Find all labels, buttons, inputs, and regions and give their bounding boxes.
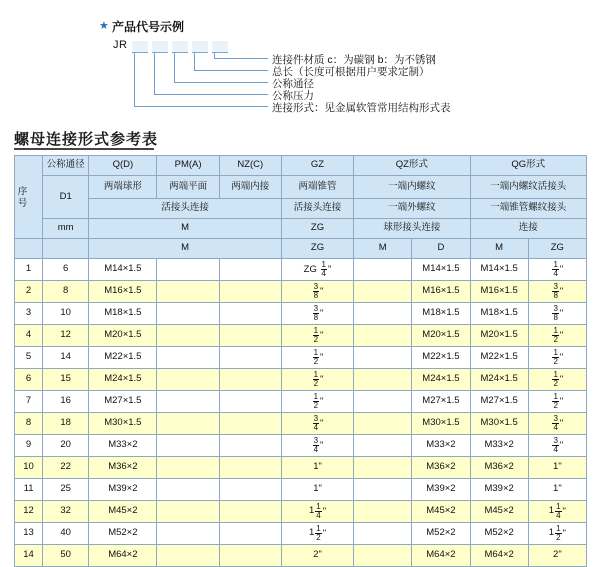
leader-line-h-1: [134, 106, 268, 107]
cell-qg-zg: $\frac{1}{2}$ ": [528, 325, 586, 347]
cell-nz: [219, 391, 281, 413]
header-dn-unit: mm: [43, 219, 89, 239]
cell-seq: 9: [15, 435, 43, 457]
header-group-desc-qg: 一端内螺纹活接头: [470, 176, 586, 199]
cell-q: M39×2: [89, 479, 157, 501]
cell-qg-zg: $\frac{1}{2}$ ": [528, 369, 586, 391]
table-row: [15, 259, 587, 281]
page-title: 螺母连接形式参考表: [14, 131, 159, 148]
cell-pm: [157, 457, 219, 479]
cell-qg-zg: $\frac{3}{4}$ ": [528, 413, 586, 435]
header-group-sub-q: 活接头连接: [89, 199, 282, 219]
cell-dn: 20: [43, 435, 89, 457]
cell-q: M52×2: [89, 523, 157, 545]
cell-qg-m: M52×2: [470, 523, 528, 545]
cell-qz-d: M64×2: [412, 545, 470, 567]
cell-gz: 1": [281, 457, 353, 479]
cell-q: M45×2: [89, 501, 157, 523]
cell-dn: 14: [43, 347, 89, 369]
header-group-desc-q: 两端球形: [89, 176, 157, 199]
cell-qz-m: [354, 325, 412, 347]
cell-qz-d: M20×1.5: [412, 325, 470, 347]
cell-qg-m: M22×1.5: [470, 347, 528, 369]
cell-nz: [219, 479, 281, 501]
cell-qg-zg: $\frac{3}{4}$ ": [528, 435, 586, 457]
cell-seq: 4: [15, 325, 43, 347]
cell-qz-m: [354, 479, 412, 501]
cell-qg-m: M64×2: [470, 545, 528, 567]
cell-qg-zg: $\frac{1}{2}$ ": [528, 391, 586, 413]
cell-q: M30×1.5: [89, 413, 157, 435]
leader-line-drop-1: [134, 52, 135, 106]
cell-gz: ZG $\frac{1}{4}$ ": [281, 259, 353, 281]
cell-gz: $\frac{1}{2}$ ": [281, 391, 353, 413]
cell-gz: $\frac{3}{4}$ ": [281, 413, 353, 435]
header-unit-zg-2: ZG: [281, 239, 353, 259]
cell-dn: 32: [43, 501, 89, 523]
nut-connection-table-wrapper: [14, 155, 587, 567]
cell-seq: 3: [15, 303, 43, 325]
cell-gz: $\frac{1}{2}$ ": [281, 369, 353, 391]
cell-qz-d: M45×2: [412, 501, 470, 523]
header-group-desc-gz: 两端锥管: [281, 176, 353, 199]
header-unit-qz-d: D: [412, 239, 470, 259]
header-group-sub-gz: 活接头连接: [281, 199, 353, 219]
callout-total-length: 总长（长度可根据用户要求定制）: [272, 66, 430, 78]
cell-seq: 2: [15, 281, 43, 303]
cell-gz: $\frac{3}{8}$ ": [281, 281, 353, 303]
cell-qz-m: [354, 391, 412, 413]
header-unit-m-2: M: [89, 239, 282, 259]
product-code-legend: [0, 0, 600, 125]
code-prefix-label: JR: [113, 39, 128, 51]
cell-qg-m: M30×1.5: [470, 413, 528, 435]
header-group-desc2-qz: 一端外螺纹: [354, 199, 470, 219]
cell-pm: [157, 479, 219, 501]
cell-dn: 25: [43, 479, 89, 501]
cell-dn: 40: [43, 523, 89, 545]
cell-pm: [157, 523, 219, 545]
cell-seq: 14: [15, 545, 43, 567]
cell-pm: [157, 369, 219, 391]
cell-qg-zg: $\frac{1}{2}$ ": [528, 347, 586, 369]
cell-seq: 6: [15, 369, 43, 391]
cell-q: M14×1.5: [89, 259, 157, 281]
cell-qz-m: [354, 413, 412, 435]
cell-nz: [219, 501, 281, 523]
cell-nz: [219, 281, 281, 303]
table-row: [15, 479, 587, 501]
cell-qz-m: [354, 523, 412, 545]
cell-dn: 8: [43, 281, 89, 303]
header-unit-zg: ZG: [281, 219, 353, 239]
cell-qz-m: [354, 545, 412, 567]
table-header-row-sub: [15, 199, 587, 219]
leader-line-drop-4: [194, 52, 195, 70]
cell-qg-zg: 1 $\frac{1}{2}$ ": [528, 523, 586, 545]
cell-dn: 50: [43, 545, 89, 567]
cell-qz-d: M14×1.5: [412, 259, 470, 281]
cell-nz: [219, 457, 281, 479]
cell-qg-m: M36×2: [470, 457, 528, 479]
cell-qz-d: M39×2: [412, 479, 470, 501]
cell-qg-m: M24×1.5: [470, 369, 528, 391]
cell-pm: [157, 259, 219, 281]
cell-qg-zg: $\frac{1}{4}$ ": [528, 259, 586, 281]
leader-line-drop-2: [154, 52, 155, 94]
table-row: [15, 391, 587, 413]
cell-gz: $\frac{1}{2}$ ": [281, 325, 353, 347]
table-row: [15, 281, 587, 303]
cell-q: M27×1.5: [89, 391, 157, 413]
header-group-code-gz: GZ: [281, 156, 353, 176]
cell-pm: [157, 501, 219, 523]
table-header-row-code: [15, 156, 587, 176]
cell-qz-m: [354, 435, 412, 457]
table-row: [15, 413, 587, 435]
table-row: [15, 545, 587, 567]
table-body: [15, 259, 587, 567]
table-header-row-desc: [15, 176, 587, 199]
cell-q: M64×2: [89, 545, 157, 567]
cell-gz: 1": [281, 479, 353, 501]
cell-seq: 1: [15, 259, 43, 281]
leader-line-h-2: [154, 94, 268, 95]
legend-title: 产品代号示例: [112, 20, 185, 34]
cell-seq: 7: [15, 391, 43, 413]
cell-pm: [157, 435, 219, 457]
header-group-code-qg: QG形式: [470, 156, 586, 176]
header-unit-qz-m: M: [354, 239, 412, 259]
cell-qg-zg: 2": [528, 545, 586, 567]
cell-seq: 8: [15, 413, 43, 435]
cell-qz-d: M36×2: [412, 457, 470, 479]
cell-qz-d: M16×1.5: [412, 281, 470, 303]
cell-pm: [157, 413, 219, 435]
cell-pm: [157, 391, 219, 413]
cell-dn: 6: [43, 259, 89, 281]
cell-gz: $\frac{1}{2}$ ": [281, 347, 353, 369]
cell-qz-d: M30×1.5: [412, 413, 470, 435]
leader-line-h-4: [194, 70, 268, 71]
cell-pm: [157, 347, 219, 369]
header-unit-qg-zg: ZG: [528, 239, 586, 259]
header-group-code-qz: QZ形式: [354, 156, 470, 176]
cell-dn: 18: [43, 413, 89, 435]
cell-q: M16×1.5: [89, 281, 157, 303]
table-row: [15, 303, 587, 325]
header-group-desc-pm: 两端平面: [157, 176, 219, 199]
cell-qg-m: M16×1.5: [470, 281, 528, 303]
cell-qz-m: [354, 347, 412, 369]
header-group-sub-qg: 连接: [470, 219, 586, 239]
callout-nominal-pressure: 公称压力: [272, 90, 314, 102]
header-group-sub-qz: 球形接头连接: [354, 219, 470, 239]
cell-seq: 11: [15, 479, 43, 501]
callout-material: 连接件材质 c：为碳钢 b：为不锈钢: [272, 54, 436, 66]
cell-gz: 2": [281, 545, 353, 567]
table-row: [15, 325, 587, 347]
table-row: [15, 523, 587, 545]
cell-dn: 16: [43, 391, 89, 413]
cell-qz-d: M33×2: [412, 435, 470, 457]
nut-connection-table: [14, 155, 587, 567]
cell-nz: [219, 325, 281, 347]
cell-qz-m: [354, 259, 412, 281]
cell-qz-d: M52×2: [412, 523, 470, 545]
cell-qz-m: [354, 369, 412, 391]
cell-qg-m: M18×1.5: [470, 303, 528, 325]
cell-qg-m: M20×1.5: [470, 325, 528, 347]
cell-qg-m: M39×2: [470, 479, 528, 501]
table-row: [15, 501, 587, 523]
header-unit-m: M: [89, 219, 282, 239]
cell-dn: 10: [43, 303, 89, 325]
cell-q: M24×1.5: [89, 369, 157, 391]
cell-qz-d: M24×1.5: [412, 369, 470, 391]
cell-gz: $\frac{3}{8}$ ": [281, 303, 353, 325]
cell-qg-zg: 1": [528, 479, 586, 501]
leader-line-drop-3: [174, 52, 175, 82]
cell-qg-m: M33×2: [470, 435, 528, 457]
cell-nz: [219, 259, 281, 281]
header-dn-d1: D1: [43, 176, 89, 219]
cell-qz-m: [354, 303, 412, 325]
header-group-desc-nz: 两端内接: [219, 176, 281, 199]
cell-qg-m: M45×2: [470, 501, 528, 523]
cell-seq: 5: [15, 347, 43, 369]
header-group-code-q: Q(D): [89, 156, 157, 176]
cell-gz: 1 $\frac{1}{2}$ ": [281, 523, 353, 545]
table-row: [15, 435, 587, 457]
leader-line-h-5: [214, 58, 268, 59]
header-seq: 序号: [15, 156, 43, 239]
header-group-code-nz: NZ(C): [219, 156, 281, 176]
cell-q: M22×1.5: [89, 347, 157, 369]
cell-pm: [157, 325, 219, 347]
cell-qg-zg: $\frac{3}{8}$ ": [528, 281, 586, 303]
header-group-desc2-qg: 一端锥管螺纹接头: [470, 199, 586, 219]
cell-qg-m: M14×1.5: [470, 259, 528, 281]
table-header-row-unit: [15, 219, 587, 239]
cell-q: M20×1.5: [89, 325, 157, 347]
cell-qg-zg: $\frac{3}{8}$ ": [528, 303, 586, 325]
cell-seq: 12: [15, 501, 43, 523]
cell-pm: [157, 303, 219, 325]
cell-qg-m: M27×1.5: [470, 391, 528, 413]
callout-connection-form: 连接形式：见金属软管常用结构形式表: [272, 102, 451, 114]
cell-pm: [157, 281, 219, 303]
table-row: [15, 369, 587, 391]
cell-q: M36×2: [89, 457, 157, 479]
cell-nz: [219, 545, 281, 567]
cell-qg-zg: 1": [528, 457, 586, 479]
cell-qz-m: [354, 501, 412, 523]
cell-pm: [157, 545, 219, 567]
cell-nz: [219, 369, 281, 391]
header-unit-qg-m: M: [470, 239, 528, 259]
cell-nz: [219, 523, 281, 545]
table-header: [15, 156, 587, 259]
cell-nz: [219, 303, 281, 325]
cell-qg-zg: 1 $\frac{1}{4}$ ": [528, 501, 586, 523]
cell-gz: 1 $\frac{1}{4}$ ": [281, 501, 353, 523]
cell-q: M33×2: [89, 435, 157, 457]
leader-line-h-3: [174, 82, 268, 83]
cell-nz: [219, 347, 281, 369]
cell-nz: [219, 435, 281, 457]
cell-qz-d: M27×1.5: [412, 391, 470, 413]
header-group-desc-qz: 一端内螺纹: [354, 176, 470, 199]
table-row: [15, 457, 587, 479]
cell-gz: $\frac{3}{4}$ ": [281, 435, 353, 457]
cell-dn: 22: [43, 457, 89, 479]
cell-qz-m: [354, 457, 412, 479]
cell-qz-d: M18×1.5: [412, 303, 470, 325]
cell-qz-m: [354, 281, 412, 303]
cell-dn: 12: [43, 325, 89, 347]
title-underline: [14, 148, 154, 150]
header-group-code-pm: PM(A): [157, 156, 219, 176]
table-header-row-unit2: [15, 239, 587, 259]
cell-q: M18×1.5: [89, 303, 157, 325]
header-dn-title: 公称通径: [43, 156, 89, 176]
header-blank-seq: [15, 239, 43, 259]
cell-qz-d: M22×1.5: [412, 347, 470, 369]
callout-nominal-diameter: 公称通径: [272, 78, 314, 90]
star-icon: ★: [99, 20, 109, 32]
cell-seq: 13: [15, 523, 43, 545]
table-row: [15, 347, 587, 369]
cell-dn: 15: [43, 369, 89, 391]
cell-seq: 10: [15, 457, 43, 479]
cell-nz: [219, 413, 281, 435]
header-blank-dn: [43, 239, 89, 259]
